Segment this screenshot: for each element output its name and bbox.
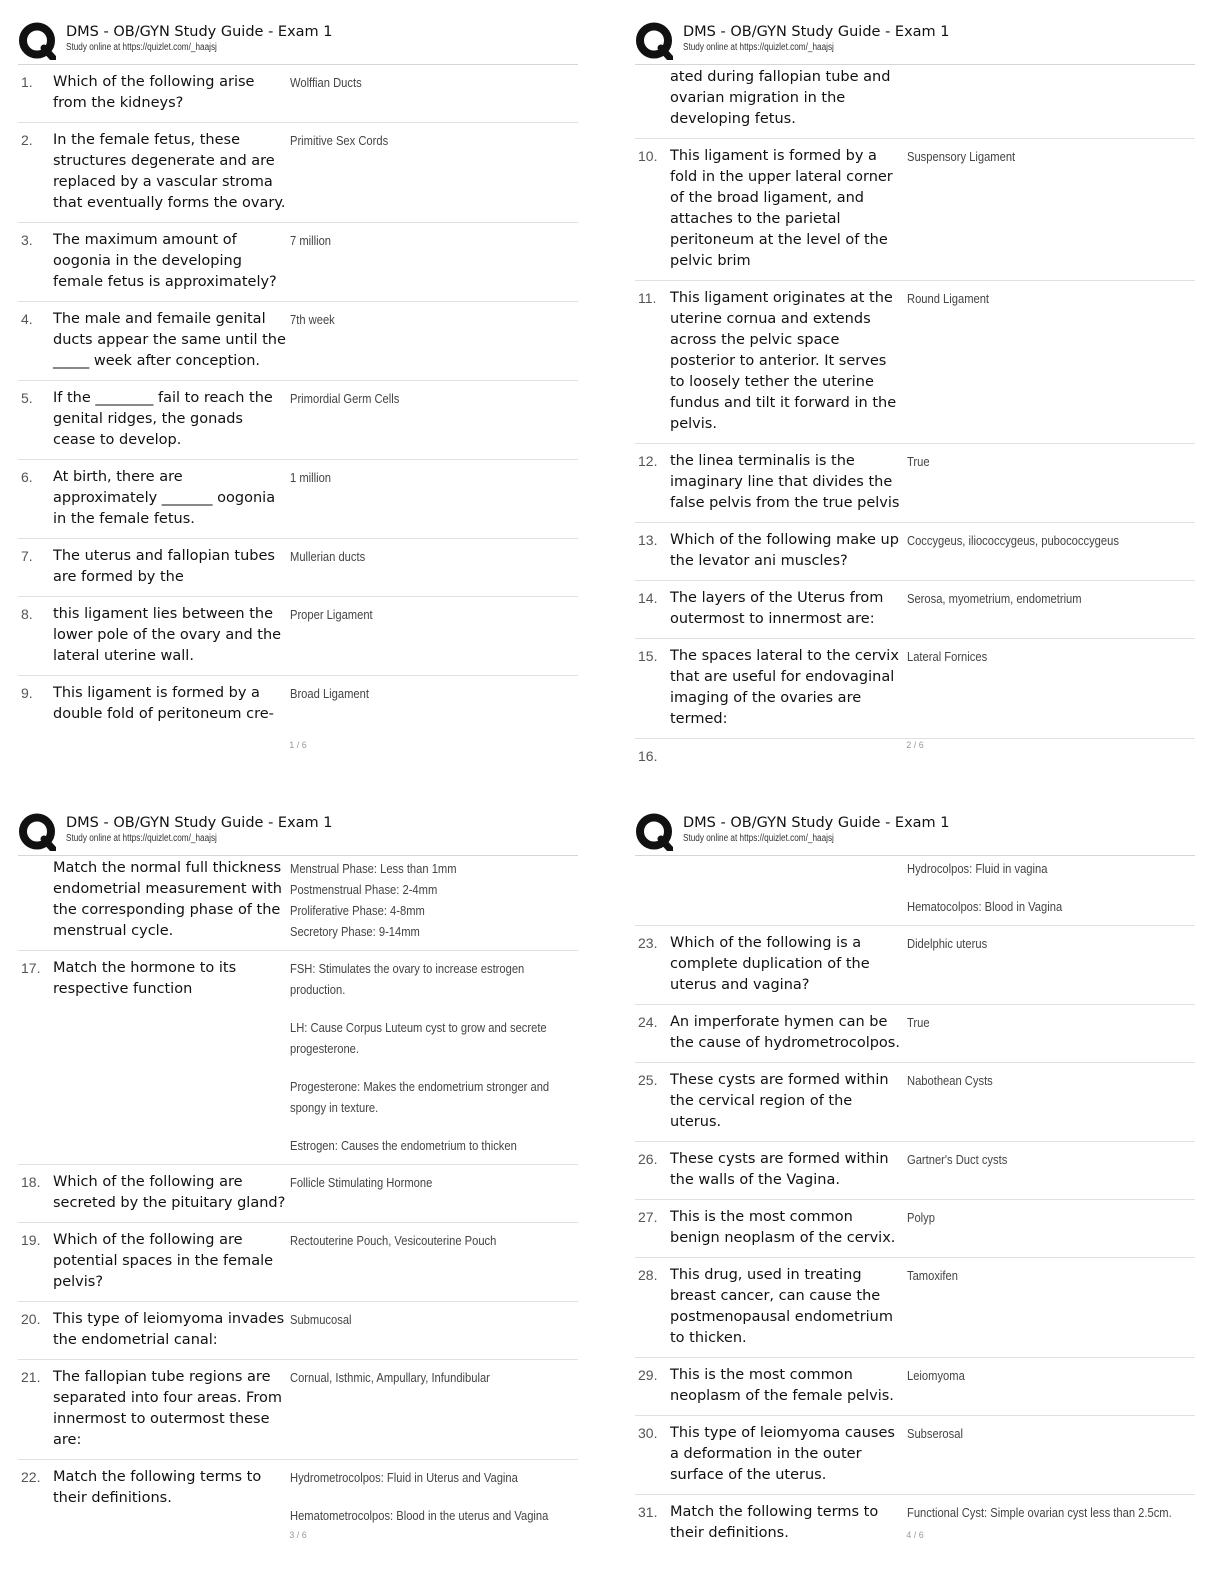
question-number: 25. (638, 1072, 658, 1088)
answer-column (288, 958, 620, 1156)
answer-text: 1 million (290, 470, 332, 485)
question-row (18, 65, 578, 123)
answer-text: Proper Ligament (290, 607, 373, 622)
answer-text: Hydrocolpos: Fluid in vagina (907, 861, 1048, 876)
question-number: 19. (21, 1232, 41, 1248)
question-number: 30. (638, 1425, 658, 1441)
page-subtitle-link[interactable]: Study online at https://quizlet.com/_haajsj (66, 833, 217, 844)
question-number (635, 67, 670, 130)
question-row (635, 1063, 1195, 1142)
quizlet-logo-icon (18, 813, 56, 851)
answer-column (905, 1149, 1195, 1191)
question-text: Match the normal full thickness endometrial measurement with the corresponding phase of the menstrual cycle. (53, 860, 282, 939)
answer-text: Hematometrocolpos: Blood in the uterus and Vagina (290, 1508, 549, 1523)
answer-text: Subserosal (907, 1426, 963, 1441)
question-row (18, 460, 578, 539)
answer-text: Hydrometrocolpos: Fluid in Uterus and Vagina (290, 1470, 518, 1485)
question-text: Which of the following make up the levator ani muscles? (670, 532, 899, 569)
answer-text: Estrogen: Causes the endometrium to thicken (290, 1138, 517, 1153)
answer-column (905, 1365, 1195, 1407)
question-text: This type of leiomyoma causes a deformation in the outer surface of the uterus. (670, 1425, 895, 1483)
answer-column (288, 1230, 578, 1293)
answer-text: Leiomyoma (907, 1368, 965, 1383)
question-number: 1. (21, 74, 33, 90)
question-row (18, 539, 578, 597)
question-row (635, 1258, 1195, 1358)
answer-text: Postmenstrual Phase: 2-4mm (290, 882, 438, 897)
answer-column (905, 646, 1195, 730)
question-text: The spaces lateral to the cervix that are useful for endovaginal imaging of the ovaries are termed: (670, 648, 899, 727)
answer-column (288, 388, 578, 451)
answer-text: Polyp (907, 1210, 935, 1225)
question-number: 29. (638, 1367, 658, 1383)
question-text: If the ________ fail to reach the genital ridges, the gonads cease to develop. (53, 390, 273, 448)
answer-text: Coccygeus, iliococcygeus, pubococcygeus (907, 533, 1119, 548)
question-row (635, 1005, 1195, 1063)
question-text: This is the most common benign neoplasm of the cervix. (670, 1209, 896, 1246)
question-text: ated during fallopian tube and ovarian migration in the developing fetus. (670, 69, 891, 127)
question-number: 23. (638, 935, 658, 951)
question-text: This ligament originates at the uterine cornua and extends across the pelvic space posterior to anterior. It serves to loosely tether the uterine fundus and tilt it forward in the pelvis. (670, 290, 897, 432)
question-text: Which of the following are secreted by the pituitary gland? (53, 1174, 286, 1211)
page-2 (635, 22, 1195, 775)
question-number: 31. (638, 1504, 658, 1520)
question-number: 10. (638, 148, 658, 164)
question-text: This type of leiomyoma invades the endometrial canal: (53, 1311, 285, 1348)
question-text: The fallopian tube regions are separated into four areas. From innermost to outermost these are: (53, 1369, 282, 1448)
question-row (18, 951, 578, 1165)
question-row (635, 281, 1195, 444)
question-text: Match the following terms to their definitions. (670, 1504, 879, 1541)
question-text: this ligament lies between the lower pole of the ovary and the lateral uterine wall. (53, 606, 282, 664)
question-number (635, 858, 670, 917)
answer-text: Follicle Stimulating Hormone (290, 1175, 433, 1190)
question-row (18, 1165, 578, 1223)
question-row (18, 123, 578, 223)
question-row (635, 639, 1195, 739)
question-number: 17. (21, 960, 41, 976)
page-4 (635, 813, 1195, 1552)
answer-column (905, 67, 1195, 130)
question-number (18, 858, 53, 942)
answer-column (288, 604, 578, 667)
question-text: At birth, there are approximately _______ oogonia in the female fetus. (53, 469, 276, 527)
answer-column (288, 858, 578, 942)
question-number: 24. (638, 1014, 658, 1030)
page-header (635, 22, 1195, 65)
answer-text: Broad Ligament (290, 686, 369, 701)
question-row (635, 926, 1195, 1005)
question-row (18, 223, 578, 302)
answer-text: Wolffian Ducts (290, 75, 362, 90)
question-row (18, 302, 578, 381)
answer-column (288, 467, 578, 530)
question-text: The layers of the Uterus from outermost to innermost are: (670, 590, 884, 627)
answer-text: Serosa, myometrium, endometrium (907, 591, 1082, 606)
answer-text: Rectouterine Pouch, Vesicouterine Pouch (290, 1233, 497, 1248)
question-text: This drug, used in treating breast cancer, can cause the postmenopausal endometrium to thicken. (670, 1267, 894, 1346)
answer-text: Suspensory Ligament (907, 149, 1016, 164)
page-header (18, 22, 578, 65)
answer-column (905, 1423, 1195, 1486)
answer-column (288, 1467, 620, 1526)
page-subtitle-link[interactable]: Study online at https://quizlet.com/_haajsj (683, 833, 834, 844)
answer-column (288, 230, 578, 293)
question-text: The maximum amount of oogonia in the developing female fetus is approximately? (53, 232, 277, 290)
page-footer: 1 / 6 (289, 740, 307, 750)
answer-column (905, 288, 1195, 435)
question-text: Which of the following is a complete duplication of the uterus and vagina? (670, 935, 870, 993)
question-number: 15. (638, 648, 658, 664)
question-row (635, 1416, 1195, 1495)
question-text: the linea terminalis is the imaginary line that divides the false pelvis from the true pelvis (670, 453, 900, 511)
answer-column (905, 588, 1195, 630)
question-number: 13. (638, 532, 658, 548)
question-number: 6. (21, 469, 33, 485)
question-row (635, 856, 1195, 926)
question-text (670, 858, 905, 917)
question-text: An imperforate hymen can be the cause of hydrometrocolpos. (670, 1014, 900, 1051)
answer-text: Functional Cyst: Simple ovarian cyst less than 2.5cm. (907, 1505, 1172, 1520)
answer-text: Round Ligament (907, 291, 990, 306)
question-row (18, 1302, 578, 1360)
question-row (635, 1358, 1195, 1416)
question-text: Match the hormone to its respective function (53, 960, 237, 997)
question-row (635, 1495, 1195, 1552)
page-3 (18, 813, 578, 1534)
answer-column (288, 72, 578, 114)
question-number: 28. (638, 1267, 658, 1283)
question-text: These cysts are formed within the walls of the Vagina. (670, 1151, 889, 1188)
question-number: 11. (638, 290, 657, 306)
page-title: DMS - OB/GYN Study Guide - Exam 1 (66, 815, 333, 831)
page-subtitle-link[interactable]: Study online at https://quizlet.com/_haajsj (66, 42, 217, 53)
page-footer: 4 / 6 (906, 1530, 924, 1540)
question-number: 3. (21, 232, 33, 248)
question-row (18, 1223, 578, 1302)
page-footer: 3 / 6 (289, 1530, 307, 1540)
answer-text: Secretory Phase: 9-14mm (290, 924, 420, 939)
answer-text: 7 million (290, 233, 332, 248)
question-row (18, 381, 578, 460)
answer-text: Proliferative Phase: 4-8mm (290, 903, 425, 918)
question-number: 21. (21, 1369, 41, 1385)
page-subtitle-link[interactable]: Study online at https://quizlet.com/_haajsj (683, 42, 834, 53)
question-number: 20. (21, 1311, 41, 1327)
question-text: The male and femaile genital ducts appear the same until the _____ week after conception. (53, 311, 286, 369)
answer-text: Primitive Sex Cords (290, 133, 389, 148)
question-text: This is the most common neoplasm of the female pelvis. (670, 1367, 894, 1404)
page-header (635, 813, 1195, 856)
answer-text: 7th week (290, 312, 335, 327)
question-row (635, 523, 1195, 581)
answer-text: Nabothean Cysts (907, 1073, 993, 1088)
answer-text: FSH: Stimulates the ovary to increase estrogen production. (290, 961, 525, 997)
answer-text: Menstrual Phase: Less than 1mm (290, 861, 457, 876)
question-text: Match the following terms to their definitions. (53, 1469, 262, 1506)
quizlet-logo-icon (18, 22, 56, 60)
question-number: 14. (638, 590, 658, 606)
question-row (18, 1460, 578, 1534)
question-number: 4. (21, 311, 33, 327)
question-row (18, 1360, 578, 1460)
answer-text: True (907, 1015, 930, 1030)
answer-text: Submucosal (290, 1312, 352, 1327)
answer-column (905, 451, 1195, 514)
question-text: In the female fetus, these structures degenerate and are replaced by a vascular stroma that eventually forms the ovary. (53, 132, 286, 211)
question-row (18, 676, 578, 733)
answer-column (288, 546, 578, 588)
question-number: 7. (21, 548, 33, 564)
answer-text: Mullerian ducts (290, 549, 366, 564)
answer-text: Lateral Fornices (907, 649, 988, 664)
answer-text: Gartner's Duct cysts (907, 1152, 1008, 1167)
answer-column (288, 1309, 578, 1351)
answer-column (288, 1367, 578, 1451)
question-number: 2. (21, 132, 33, 148)
answer-column (288, 1172, 578, 1214)
answer-text: Primordial Germ Cells (290, 391, 400, 406)
answer-column (288, 130, 578, 214)
question-number: 27. (638, 1209, 658, 1225)
page-title: DMS - OB/GYN Study Guide - Exam 1 (66, 24, 333, 40)
question-row (18, 597, 578, 676)
answer-text: Didelphic uterus (907, 936, 988, 951)
answer-text: Progesterone: Makes the endometrium stronger and spongy in texture. (290, 1079, 550, 1115)
answer-column (905, 933, 1195, 996)
question-number: 16. (638, 748, 658, 764)
answer-column (288, 309, 578, 372)
answer-column (905, 146, 1195, 272)
question-row (635, 1142, 1195, 1200)
question-text: This ligament is formed by a double fold of peritoneum cre- (53, 685, 274, 722)
question-text: These cysts are formed within the cervical region of the uterus. (670, 1072, 889, 1130)
question-text: This ligament is formed by a fold in the upper lateral corner of the broad ligament, and attaches to the parietal peritoneum at the level of the pelvic brim (670, 148, 893, 269)
answer-column (905, 858, 1195, 917)
question-row (635, 581, 1195, 639)
question-text: The uterus and fallopian tubes are formed by the (53, 548, 275, 585)
answer-text: Hematocolpos: Blood in Vagina (907, 899, 1063, 914)
quizlet-logo-icon (635, 813, 673, 851)
question-number: 22. (21, 1469, 41, 1485)
question-row (635, 444, 1195, 523)
answer-text: Cornual, Isthmic, Ampullary, Infundibular (290, 1370, 490, 1385)
question-number: 9. (21, 685, 33, 701)
question-row (635, 139, 1195, 281)
answer-text: True (907, 454, 930, 469)
question-number: 5. (21, 390, 33, 406)
answer-column (288, 683, 578, 725)
question-number: 12. (638, 453, 658, 469)
page-title: DMS - OB/GYN Study Guide - Exam 1 (683, 24, 950, 40)
answer-column (905, 1012, 1195, 1054)
question-text: Which of the following arise from the kidneys? (53, 74, 255, 111)
page-header (18, 813, 578, 856)
question-number: 26. (638, 1151, 658, 1167)
question-row (635, 1200, 1195, 1258)
quizlet-logo-icon (635, 22, 673, 60)
answer-column (905, 1207, 1195, 1249)
page-1 (18, 22, 578, 733)
page-title: DMS - OB/GYN Study Guide - Exam 1 (683, 815, 950, 831)
answer-text: Tamoxifen (907, 1268, 958, 1283)
page-footer: 2 / 6 (906, 740, 924, 750)
question-text: Which of the following are potential spaces in the female pelvis? (53, 1232, 274, 1290)
question-number: 18. (21, 1174, 41, 1190)
question-row (635, 65, 1195, 139)
answer-column (905, 1265, 1195, 1349)
question-number: 8. (21, 606, 33, 622)
answer-text: LH: Cause Corpus Luteum cyst to grow and secrete progesterone. (290, 1020, 547, 1056)
answer-column (905, 530, 1195, 572)
question-row (18, 856, 578, 951)
answer-column (905, 1070, 1195, 1133)
